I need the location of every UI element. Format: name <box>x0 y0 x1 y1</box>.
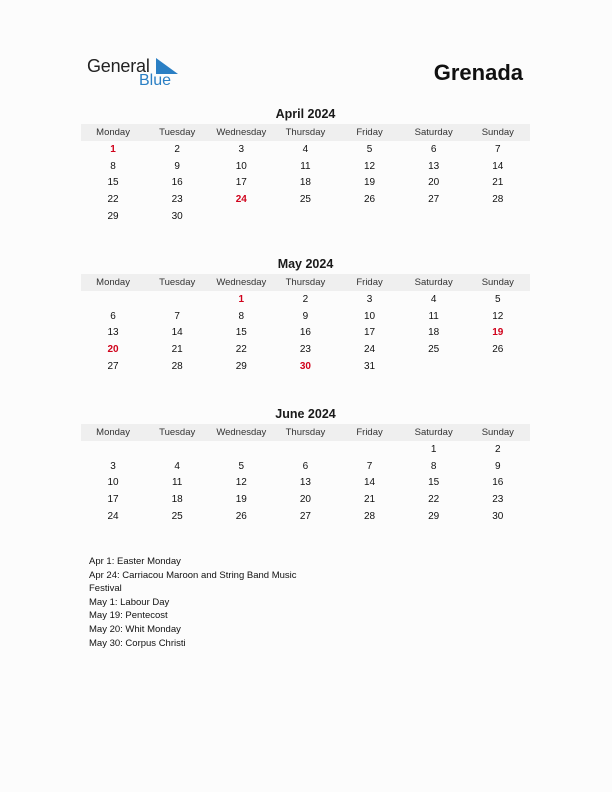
day-cell: 12 <box>235 477 247 489</box>
day-cell: 10 <box>364 310 376 322</box>
week-row <box>81 341 530 358</box>
weekday-label: Tuesday <box>159 427 196 438</box>
holiday-note: Festival <box>89 583 122 595</box>
day-cell: 29 <box>107 210 119 222</box>
day-cell: 10 <box>235 160 247 172</box>
day-cell: 29 <box>428 510 440 522</box>
day-cell: 5 <box>238 460 245 472</box>
day-cell: 6 <box>110 310 116 322</box>
day-cell: 3 <box>366 293 373 305</box>
weekday-label: Monday <box>96 427 130 438</box>
weekday-label: Tuesday <box>159 127 196 138</box>
week-row <box>81 441 530 458</box>
weekday-label: Friday <box>356 277 383 288</box>
day-cell: 6 <box>302 460 309 472</box>
weekday-label: Thursday <box>285 127 326 138</box>
day-cell: 12 <box>364 160 376 172</box>
week-row <box>81 291 530 308</box>
week-row <box>81 474 530 491</box>
day-cell: 23 <box>299 343 311 355</box>
day-cell: 28 <box>364 510 376 522</box>
week-row <box>81 308 530 325</box>
week-row <box>81 491 530 508</box>
week-row <box>81 208 530 225</box>
day-cell: 20 <box>299 493 311 505</box>
month-calendar-may <box>81 256 530 374</box>
day-cell: 30 <box>492 510 504 522</box>
day-cell: 3 <box>238 143 245 155</box>
day-cell: 14 <box>364 477 376 489</box>
week-row <box>81 174 530 191</box>
weekday-label: Saturday <box>414 127 453 138</box>
holiday-day-cell: 24 <box>235 193 247 205</box>
day-cell: 7 <box>495 143 501 155</box>
day-cell: 30 <box>171 210 183 222</box>
weekday-header-row <box>81 274 530 291</box>
day-cell: 21 <box>364 493 376 505</box>
day-cell: 23 <box>492 493 504 505</box>
day-cell: 17 <box>235 177 247 189</box>
day-cell: 18 <box>171 493 183 505</box>
day-cell: 26 <box>364 193 376 205</box>
weekday-label: Thursday <box>285 277 326 288</box>
week-row <box>81 141 530 158</box>
day-cell: 6 <box>430 143 437 155</box>
day-cell: 15 <box>428 477 440 489</box>
weekday-header-row <box>81 424 530 441</box>
month-title: May 2024 <box>277 257 334 271</box>
week-row <box>81 158 530 175</box>
week-row <box>81 508 530 525</box>
day-cell: 22 <box>428 493 440 505</box>
holiday-note: May 30: Corpus Christi <box>89 637 186 649</box>
day-cell: 5 <box>366 143 373 155</box>
day-cell: 28 <box>171 360 183 372</box>
weekday-label: Sunday <box>481 427 514 438</box>
weekday-label: Wednesday <box>216 127 267 138</box>
day-cell: 25 <box>299 193 311 205</box>
day-cell: 11 <box>171 477 183 489</box>
day-cell: 27 <box>107 360 119 372</box>
day-cell: 22 <box>107 193 119 205</box>
day-cell: 26 <box>235 510 247 522</box>
day-cell: 16 <box>299 327 311 339</box>
day-cell: 12 <box>492 310 504 322</box>
month-title: April 2024 <box>275 107 336 121</box>
day-cell: 1 <box>430 443 437 455</box>
day-cell: 21 <box>171 343 183 355</box>
day-cell: 13 <box>299 477 311 489</box>
holiday-note: Apr 24: Carriacou Maroon and String Band Music <box>89 569 297 581</box>
day-cell: 14 <box>492 160 504 172</box>
holiday-day-cell: 1 <box>238 293 245 305</box>
holiday-day-cell: 30 <box>299 360 311 372</box>
month-title: June 2024 <box>275 407 336 421</box>
day-cell: 11 <box>428 310 439 322</box>
holiday-notes <box>89 555 329 650</box>
weekday-label: Saturday <box>414 427 453 438</box>
week-row <box>81 324 530 341</box>
day-cell: 18 <box>299 177 311 189</box>
day-cell: 8 <box>430 460 437 472</box>
day-cell: 25 <box>171 510 183 522</box>
day-cell: 16 <box>171 177 183 189</box>
weekday-label: Monday <box>96 127 130 138</box>
holiday-note: May 1: Labour Day <box>89 596 170 608</box>
brand-logo <box>87 56 197 92</box>
day-cell: 26 <box>492 343 504 355</box>
logo-general-text: General <box>87 56 150 76</box>
day-cell: 24 <box>364 343 376 355</box>
day-cell: 14 <box>171 327 183 339</box>
weekday-label: Monday <box>96 277 130 288</box>
day-cell: 19 <box>364 177 376 189</box>
day-cell: 2 <box>495 443 501 455</box>
weekday-label: Thursday <box>285 427 326 438</box>
weekday-header-row <box>81 124 530 141</box>
day-cell: 25 <box>428 343 440 355</box>
day-cell: 7 <box>174 310 180 322</box>
weekday-label: Wednesday <box>216 277 267 288</box>
day-cell: 19 <box>235 493 247 505</box>
day-cell: 4 <box>174 460 180 472</box>
holiday-note: May 20: Whit Monday <box>89 623 181 635</box>
weekday-label: Wednesday <box>216 427 267 438</box>
day-cell: 3 <box>110 460 116 472</box>
day-cell: 23 <box>171 193 183 205</box>
country-title: Grenada <box>433 60 523 85</box>
weekday-label: Tuesday <box>159 277 196 288</box>
month-calendar-april <box>81 106 530 224</box>
day-cell: 29 <box>235 360 247 372</box>
day-cell: 20 <box>428 177 440 189</box>
day-cell: 24 <box>107 510 119 522</box>
day-cell: 22 <box>235 343 247 355</box>
day-cell: 4 <box>302 143 309 155</box>
day-cell: 11 <box>300 160 311 172</box>
day-cell: 15 <box>107 177 119 189</box>
day-cell: 17 <box>107 493 119 505</box>
day-cell: 5 <box>495 293 501 305</box>
day-cell: 21 <box>492 177 504 189</box>
day-cell: 31 <box>364 360 376 372</box>
day-cell: 18 <box>428 327 440 339</box>
day-cell: 4 <box>430 293 437 305</box>
weekday-label: Friday <box>356 127 383 138</box>
weekday-label: Sunday <box>481 277 514 288</box>
day-cell: 2 <box>174 143 180 155</box>
day-cell: 7 <box>366 460 373 472</box>
day-cell: 13 <box>428 160 440 172</box>
weekday-label: Sunday <box>481 127 514 138</box>
day-cell: 9 <box>302 310 309 322</box>
day-cell: 9 <box>495 460 501 472</box>
holiday-day-cell: 19 <box>492 327 504 339</box>
day-cell: 16 <box>492 477 504 489</box>
day-cell: 13 <box>107 327 119 339</box>
holiday-note: Apr 1: Easter Monday <box>89 556 181 567</box>
month-calendar-june <box>81 406 530 524</box>
holiday-note: May 19: Pentecost <box>89 610 168 622</box>
day-cell: 2 <box>302 293 309 305</box>
day-cell: 10 <box>107 477 119 489</box>
day-cell: 17 <box>364 327 376 339</box>
day-cell: 8 <box>238 310 245 322</box>
weekday-label: Saturday <box>414 277 453 288</box>
day-cell: 15 <box>235 327 247 339</box>
day-cell: 28 <box>492 193 504 205</box>
day-cell: 9 <box>174 160 180 172</box>
week-row <box>81 358 530 375</box>
week-row <box>81 458 530 475</box>
week-row <box>81 191 530 208</box>
day-cell: 27 <box>299 510 311 522</box>
holiday-day-cell: 1 <box>110 143 116 155</box>
holiday-day-cell: 20 <box>107 343 119 355</box>
logo-blue-text: Blue <box>139 72 172 89</box>
weekday-label: Friday <box>356 427 383 438</box>
day-cell: 27 <box>428 193 440 205</box>
day-cell: 8 <box>110 160 116 172</box>
